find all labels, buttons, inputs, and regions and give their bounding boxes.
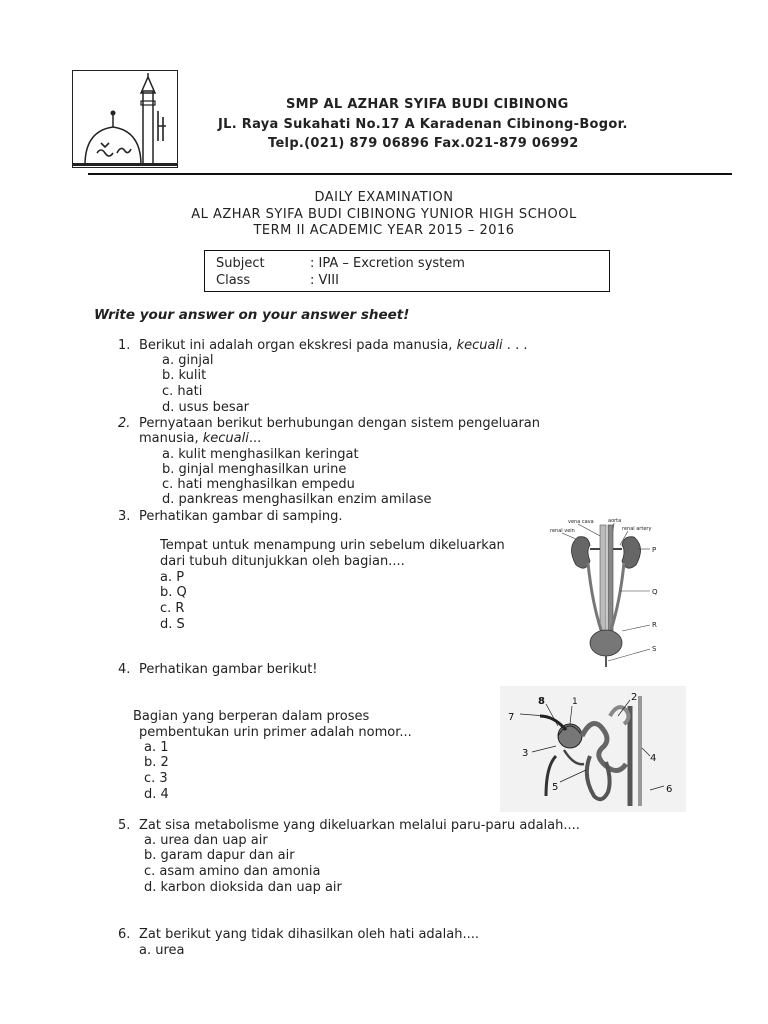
q3-option-b: b. Q <box>160 585 187 600</box>
school-phone: Telp.(021) 879 06896 Fax.021-879 06992 <box>268 136 579 151</box>
q1-number: 1. <box>118 338 131 353</box>
nephron-label-2: 2 <box>631 692 638 703</box>
q3-option-a: a. P <box>160 570 185 585</box>
nephron-label-4: 4 <box>650 753 657 764</box>
exam-term: TERM II ACADEMIC YEAR 2015 – 2016 <box>253 223 515 238</box>
label-renal-vein: renal vein <box>550 528 575 534</box>
q3-number: 3. <box>118 509 131 524</box>
nephron-label-8: 8 <box>538 696 545 707</box>
q5-option-b: b. garam dapur dan air <box>144 848 295 863</box>
q2-option-a: a. kulit menghasilkan keringat <box>162 447 359 462</box>
nephron-label-1: 1 <box>572 697 578 707</box>
q4-option-c: c. 3 <box>144 771 168 786</box>
q3-stem-line2: dari tubuh ditunjukkan oleh bagian.... <box>160 554 405 569</box>
school-logo <box>72 70 178 168</box>
q1-option-c: c. hati <box>162 384 203 399</box>
label-q: Q <box>652 588 658 596</box>
q4-text: Perhatikan gambar berikut! <box>139 662 318 677</box>
q5-text: Zat sisa metabolisme yang dikeluarkan melalui paru-paru adalah.... <box>139 818 580 833</box>
q1-option-b: b. kulit <box>162 368 207 383</box>
q4-number: 4. <box>118 662 131 677</box>
q1-option-d: d. usus besar <box>162 400 250 415</box>
subject-value: : IPA – Excretion system <box>310 256 465 271</box>
q4-option-b: b. 2 <box>144 755 169 770</box>
q2-option-c: c. hati menghasilkan empedu <box>162 477 355 492</box>
q5-option-c: c. asam amino dan amonia <box>144 864 321 879</box>
q3-option-d: d. S <box>160 617 185 632</box>
exam-school: AL AZHAR SYIFA BUDI CIBINONG YUNIOR HIGH SCHOOL <box>191 207 577 222</box>
q2-text-line2: manusia, kecuali... <box>139 431 262 446</box>
nephron-figure <box>500 686 686 812</box>
label-s: S <box>652 645 657 653</box>
q6-text: Zat berikut yang tidak dihasilkan oleh hati adalah.... <box>139 927 479 942</box>
class-value: : VIII <box>310 273 339 288</box>
label-vena-cava: vena cava <box>568 519 594 525</box>
label-aorta: aorta <box>608 518 622 524</box>
q6-number: 6. <box>118 927 131 942</box>
q5-option-a: a. urea dan uap air <box>144 833 268 848</box>
nephron-label-6: 6 <box>666 784 673 795</box>
q2-text-line1: Pernyataan berikut berhubungan dengan sistem pengeluaran <box>139 416 540 431</box>
q1-text: Berikut ini adalah organ ekskresi pada manusia, kecuali . . . <box>139 338 528 353</box>
q2-option-d: d. pankreas menghasilkan enzim amilase <box>162 492 432 507</box>
class-label: Class <box>216 273 251 288</box>
q5-option-d: d. karbon dioksida dan uap air <box>144 880 342 895</box>
nephron-label-5: 5 <box>552 782 559 793</box>
q4-stem-line1: Bagian yang berperan dalam proses <box>133 709 370 724</box>
mosque-logo-icon <box>73 71 177 167</box>
q1-option-a: a. ginjal <box>162 353 214 368</box>
nephron-label-3: 3 <box>522 748 529 759</box>
q5-number: 5. <box>118 818 131 833</box>
q4-stem-line2: pembentukan urin primer adalah nomor... <box>139 725 412 740</box>
exam-title: DAILY EXAMINATION <box>314 190 454 205</box>
q2-number: 2. <box>118 416 131 431</box>
nephron-label-7: 7 <box>508 712 515 723</box>
q4-option-d: d. 4 <box>144 787 169 802</box>
urinary-system-figure <box>548 515 678 670</box>
subject-label: Subject <box>216 256 265 271</box>
label-renal-artery: renal artery <box>622 526 652 532</box>
instruction: Write your answer on your answer sheet! <box>94 307 410 323</box>
q6-option-a: a. urea <box>139 943 185 958</box>
q4-option-a: a. 1 <box>144 740 169 755</box>
label-p: P <box>652 546 657 554</box>
label-r: R <box>652 621 657 629</box>
school-address: JL. Raya Sukahati No.17 A Karadenan Cibinong-Bogor. <box>218 117 628 132</box>
q3-option-c: c. R <box>160 601 185 616</box>
q3-stem-line1: Tempat untuk menampung urin sebelum dikeluarkan <box>160 538 505 553</box>
header-divider <box>88 173 732 175</box>
q2-option-b: b. ginjal menghasilkan urine <box>162 462 347 477</box>
q3-text: Perhatikan gambar di samping. <box>139 509 343 524</box>
school-name: SMP AL AZHAR SYIFA BUDI CIBINONG <box>286 97 569 112</box>
